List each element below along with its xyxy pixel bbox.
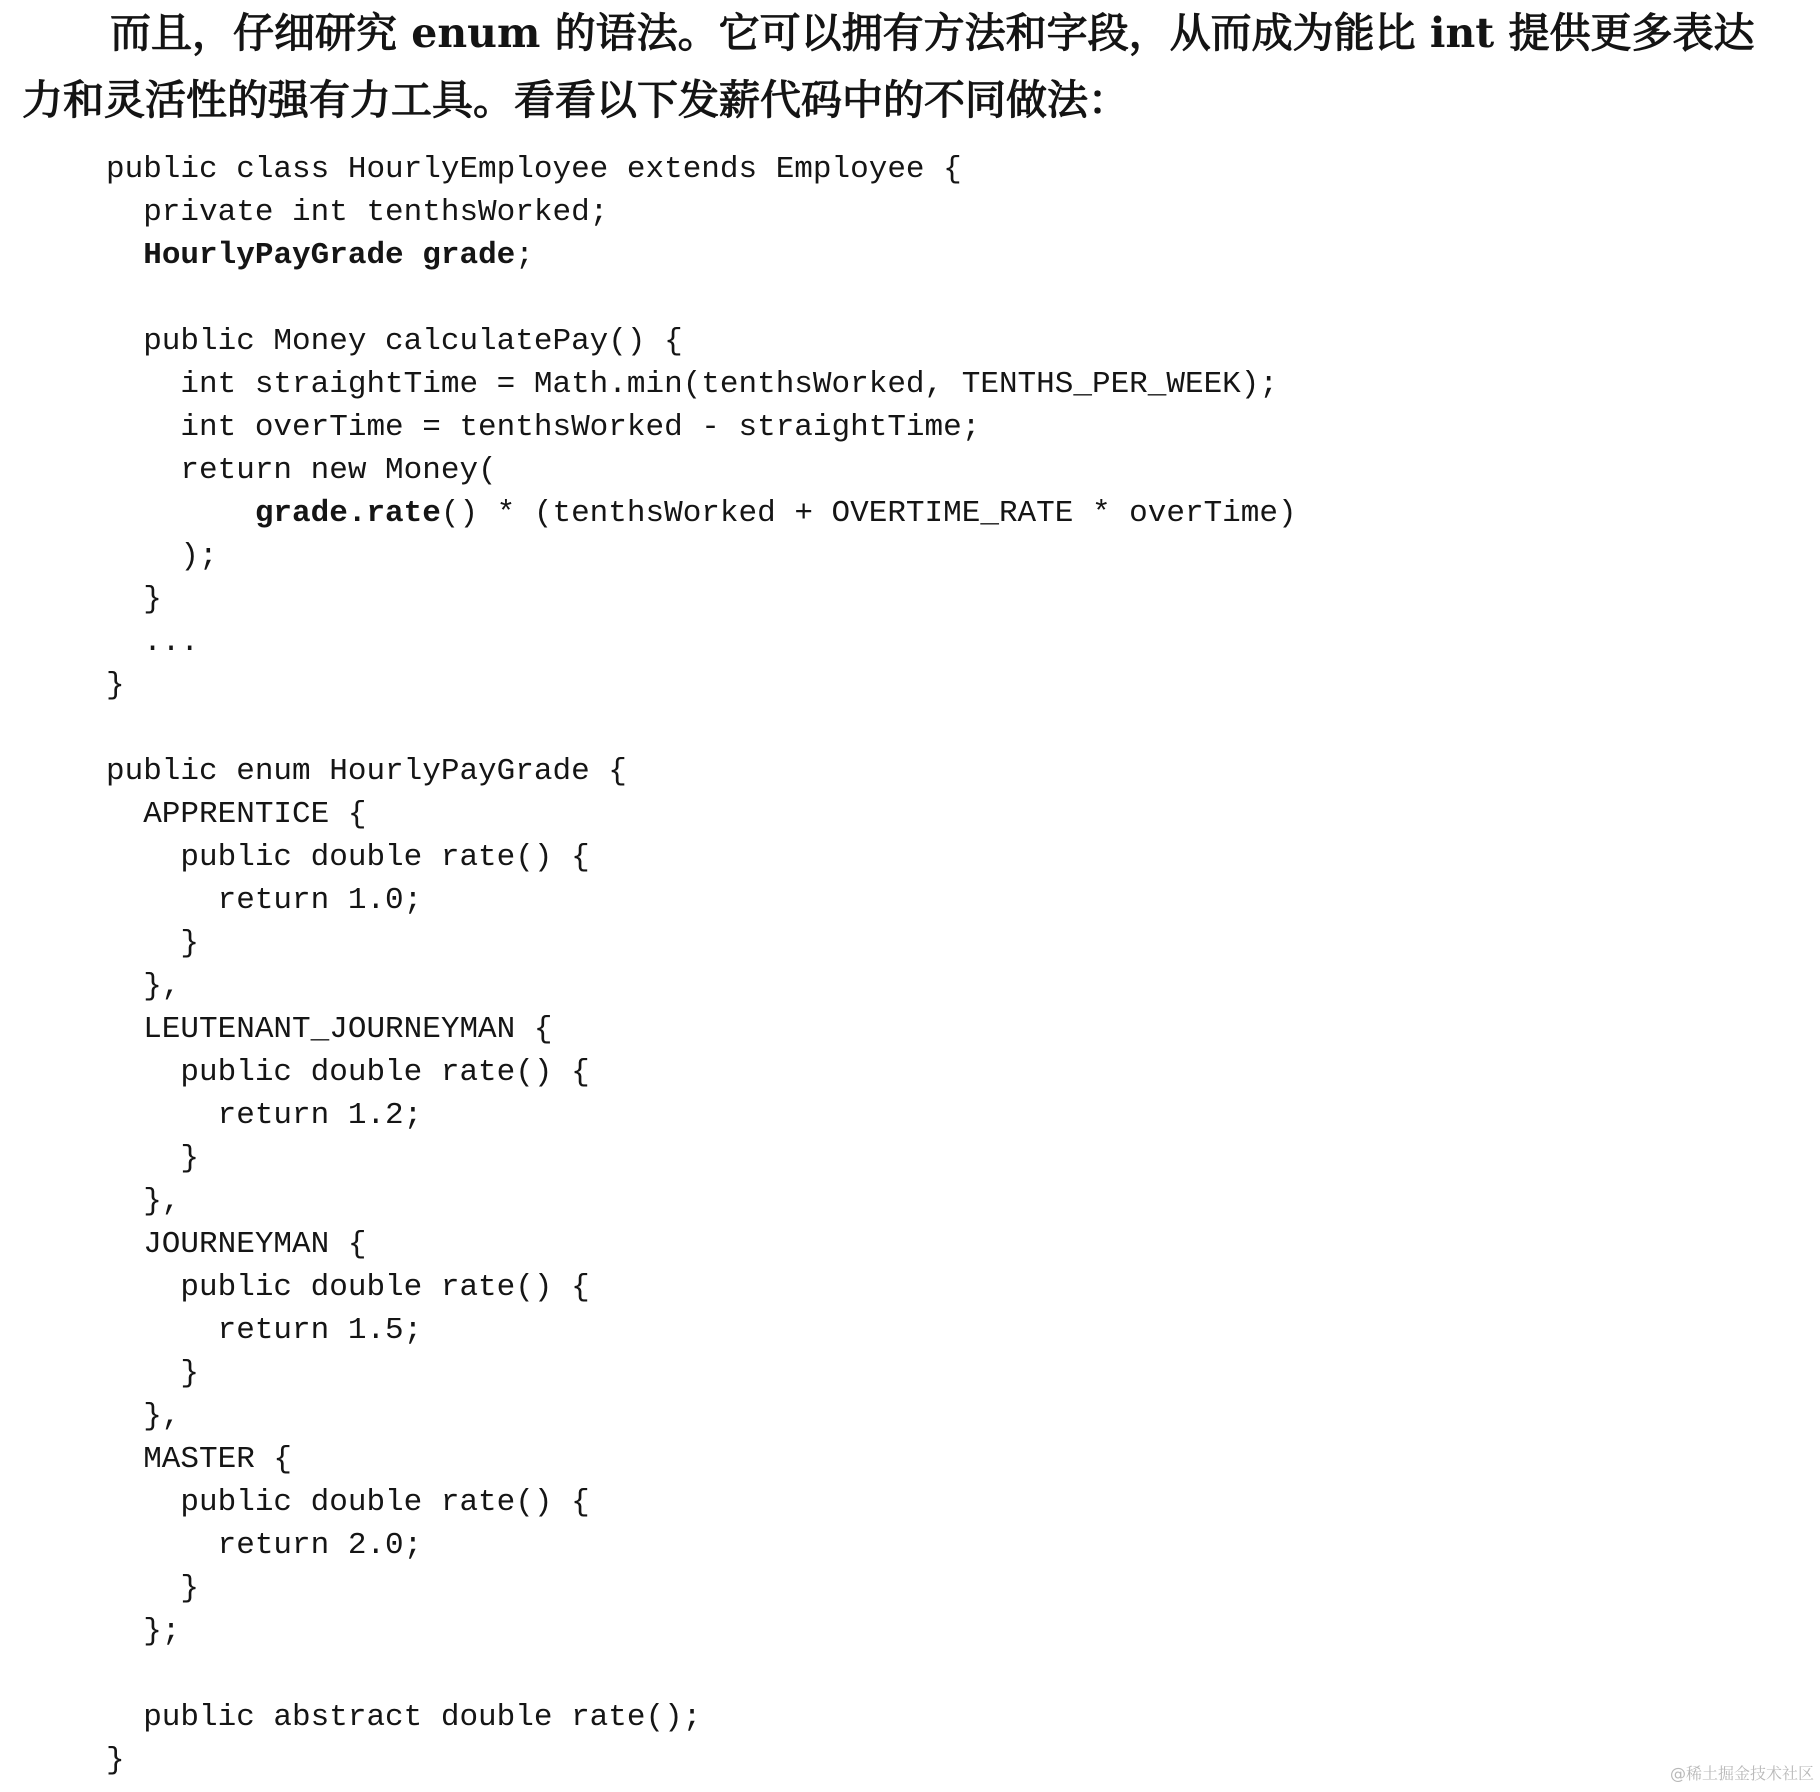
code-line (106, 664, 1297, 707)
code-line (106, 234, 1297, 277)
code-line (106, 1653, 1297, 1696)
code-token: } (106, 1743, 125, 1778)
code-line (106, 492, 1297, 535)
code-token: return 1.5; (106, 1313, 423, 1348)
code-token: } (106, 582, 162, 617)
code-line (106, 793, 1297, 836)
code-line (106, 148, 1297, 191)
code-token: return 2.0; (106, 1528, 423, 1563)
code-line (106, 449, 1297, 492)
code-line (106, 836, 1297, 879)
code-token: return 1.2; (106, 1098, 423, 1133)
code-line (106, 1266, 1297, 1309)
code-line (106, 1223, 1297, 1266)
code-token: int overTime = tenthsWorked - straightTime; (106, 410, 981, 445)
code-line (106, 406, 1297, 449)
code-line (106, 1137, 1297, 1180)
code-token (106, 496, 255, 531)
code-line (106, 1438, 1297, 1481)
code-token: } (106, 1571, 200, 1606)
code-token: public double rate() { (106, 1485, 590, 1520)
code-token: }, (106, 1399, 181, 1434)
code-line (106, 363, 1297, 406)
code-bold-token: grade.rate (254, 496, 441, 531)
code-line (106, 320, 1297, 363)
intro-text: 而且，仔细研究 enum 的语法。它可以拥有方法和字段，从而成为能比 int 提供更多表达力和灵活性的强有力工具。看看以下发薪代码中的不同做法： (22, 9, 1755, 124)
code-token: } (106, 1356, 200, 1391)
code-line (106, 1481, 1297, 1524)
code-line (106, 750, 1297, 793)
code-line (106, 922, 1297, 965)
code-line (106, 277, 1297, 320)
code-line (106, 1309, 1297, 1352)
code-token: () * (tenthsWorked + OVERTIME_RATE * overTime) (440, 496, 1297, 531)
code-token: return new Money( (106, 453, 497, 488)
code-token: private int tenthsWorked; (106, 195, 609, 230)
code-token: int straightTime = Math.min(tenthsWorked, TENTHS_PER_WEEK); (106, 367, 1278, 402)
code-line (106, 965, 1297, 1008)
code-token: public double rate() { (106, 1055, 590, 1090)
code-line (106, 1180, 1297, 1223)
code-token: ; (515, 238, 534, 273)
code-line (106, 1094, 1297, 1137)
code-token: public Money calculatePay() { (106, 324, 683, 359)
code-line (106, 578, 1297, 621)
code-token: } (106, 1141, 200, 1176)
code-token: LEUTENANT_JOURNEYMAN { (106, 1012, 553, 1047)
code-token: }, (106, 969, 181, 1004)
watermark: @稀土掘金技术社区 (1669, 1764, 1814, 1783)
code-token: public double rate() { (106, 840, 590, 875)
code-token: APPRENTICE { (106, 797, 367, 832)
code-token: return 1.0; (106, 883, 423, 918)
code-token: public abstract double rate(); (106, 1700, 702, 1735)
code-line (106, 1696, 1297, 1739)
code-line (106, 535, 1297, 578)
code-line (106, 707, 1297, 750)
code-token: ... (106, 625, 200, 660)
code-token: }, (106, 1184, 181, 1219)
code-line (106, 621, 1297, 664)
code-token: MASTER { (106, 1442, 293, 1477)
intro-paragraph (22, 0, 1792, 134)
code-token: } (106, 668, 125, 703)
code-line (106, 1524, 1297, 1567)
code-token: public class HourlyEmployee extends Employee { (106, 152, 962, 187)
code-line (106, 1610, 1297, 1653)
code-line (106, 1567, 1297, 1610)
code-line (106, 879, 1297, 922)
code-token: ); (106, 539, 218, 574)
code-line (106, 1352, 1297, 1395)
code-token: }; (106, 1614, 181, 1649)
code-token: public enum HourlyPayGrade { (106, 754, 627, 789)
code-token: public double rate() { (106, 1270, 590, 1305)
code-token: JOURNEYMAN { (106, 1227, 367, 1262)
code-line (106, 1739, 1297, 1782)
code-token (106, 238, 143, 273)
code-line (106, 1008, 1297, 1051)
code-listing (106, 148, 1297, 1782)
code-line (106, 1051, 1297, 1094)
code-line (106, 1395, 1297, 1438)
code-token: } (106, 926, 200, 961)
code-line (106, 191, 1297, 234)
code-bold-token: HourlyPayGrade grade (143, 238, 516, 273)
